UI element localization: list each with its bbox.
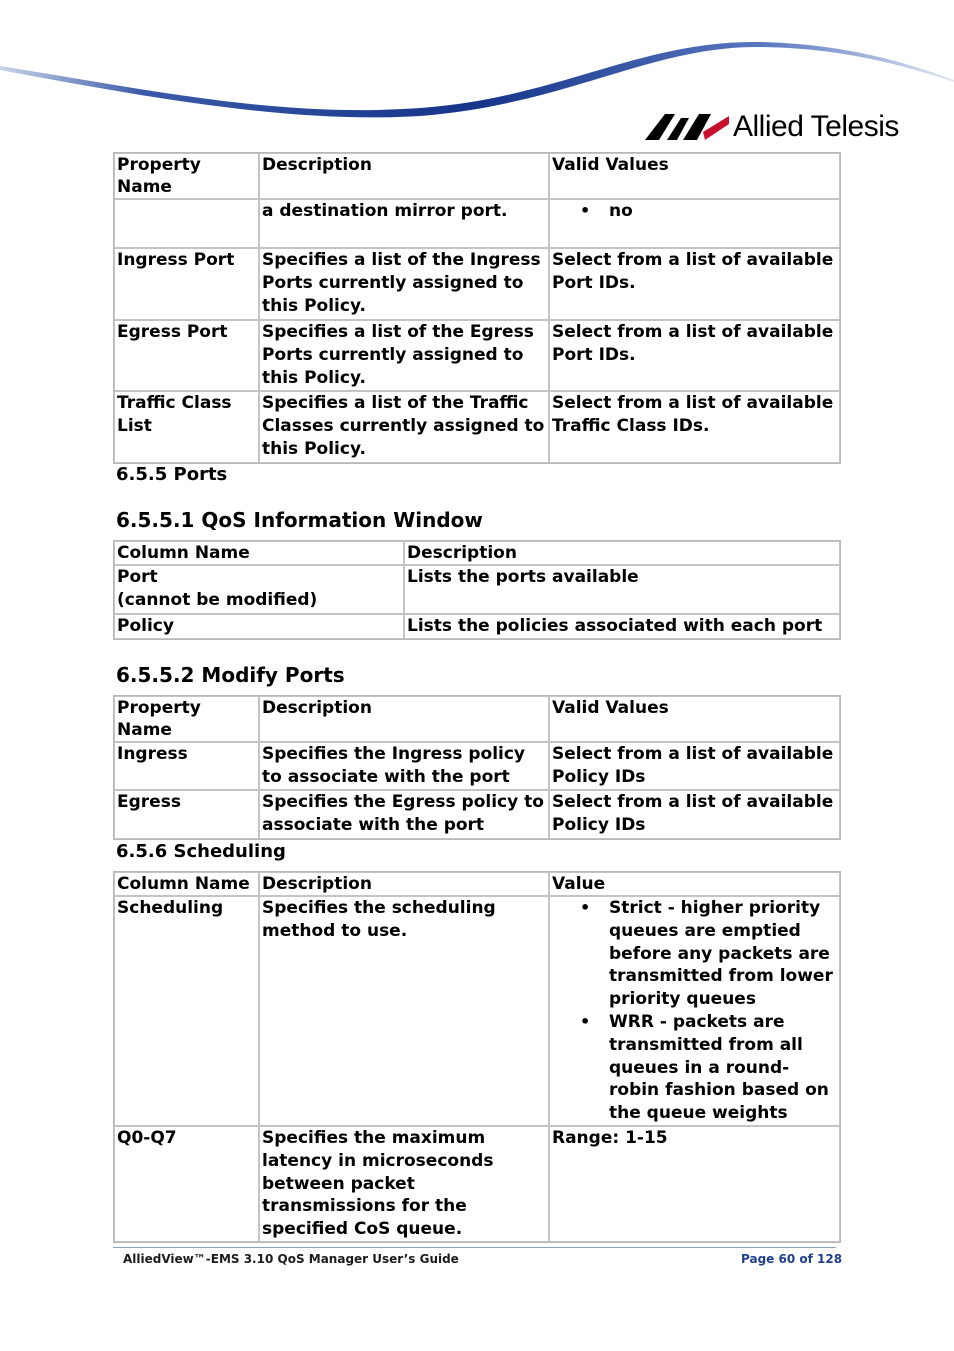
property-name: Traffic Class List: [114, 391, 259, 463]
section-heading-ports: 6.5.5 Ports: [116, 464, 228, 485]
property-description: a destination mirror port.: [259, 199, 549, 248]
table-row: [114, 742, 840, 790]
property-description: Specifies a list of the Traffic Classes currently assigned to this Policy.: [259, 391, 549, 463]
column-header: Property Name: [114, 696, 259, 742]
property-description: Specifies the Egress policy to associate with the port: [259, 790, 549, 839]
column-description: Lists the ports available: [404, 565, 840, 614]
footer-divider: [113, 1247, 836, 1248]
bullet-item: • WRR - packets are transmitted from all queues in a round-robin fashion based on the queue weights: [609, 1011, 837, 1125]
column-description: Specifies the scheduling method to use.: [259, 896, 549, 1126]
bullet-item: • Strict - higher priority queues are emptied before any packets are transmitted from lower priority queues: [609, 897, 837, 1011]
table-row: [114, 320, 840, 391]
bullet-item: • no: [609, 200, 837, 223]
valid-values: Select from a list of available Policy IDs: [549, 742, 840, 790]
section-heading-modify-ports: 6.5.5.2 Modify Ports: [116, 663, 345, 687]
column-name: [114, 565, 404, 614]
column-name-note: (cannot be modified): [117, 589, 318, 610]
property-description: Specifies a list of the Ingress Ports currently assigned to this Policy.: [259, 248, 549, 320]
table-row: [114, 790, 840, 839]
property-name: Egress Port: [114, 320, 259, 391]
page-number: Page 60 of 128: [741, 1252, 843, 1266]
column-name-text: Port: [117, 567, 158, 587]
property-description: Specifies the Ingress policy to associate with the port: [259, 742, 549, 790]
column-header: Valid Values: [549, 696, 840, 742]
table-row: [114, 199, 840, 248]
column-header: Property Name: [114, 153, 259, 199]
column-header: Column Name: [114, 872, 259, 896]
column-header: Value: [549, 872, 840, 896]
table-row: [114, 1126, 840, 1242]
footer-title: AlliedView™-EMS 3.10 QoS Manager User’s Guide: [123, 1252, 459, 1266]
column-name: Q0-Q7: [114, 1126, 259, 1242]
table-header-row: [114, 872, 840, 896]
valid-values: Select from a list of available Policy IDs: [549, 790, 840, 839]
logo-mark-icon: [645, 114, 729, 140]
valid-values: Select from a list of available Port IDs.: [549, 320, 840, 391]
column-value: [549, 896, 840, 1126]
section-heading-qos-info: 6.5.5.1 QoS Information Window: [116, 508, 483, 532]
column-header: Description: [259, 872, 549, 896]
column-header: Description: [259, 696, 549, 742]
property-name: Ingress: [114, 742, 259, 790]
table-row: [114, 565, 840, 614]
qos-info-table: [113, 540, 841, 640]
column-header: Valid Values: [549, 153, 840, 199]
column-header: Column Name: [114, 541, 404, 565]
property-name: [114, 199, 259, 248]
column-header: Description: [404, 541, 840, 565]
column-name: Policy: [114, 614, 404, 639]
section-heading-scheduling: 6.5.6 Scheduling: [116, 841, 286, 862]
valid-values: [549, 199, 840, 248]
valid-values: Select from a list of available Traffic Class IDs.: [549, 391, 840, 463]
valid-values: Select from a list of available Port IDs.: [549, 248, 840, 320]
table-header-row: [114, 541, 840, 565]
table-row: [114, 391, 840, 463]
property-table-continued: [113, 152, 841, 464]
property-name: Egress: [114, 790, 259, 839]
column-name: Scheduling: [114, 896, 259, 1126]
table-row: [114, 614, 840, 639]
column-description: Lists the policies associated with each port: [404, 614, 840, 639]
column-value: Range: 1-15: [549, 1126, 840, 1242]
column-header: Description: [259, 153, 549, 199]
table-row: [114, 896, 840, 1126]
table-header-row: [114, 153, 840, 199]
column-description: Specifies the maximum latency in microseconds between packet transmissions for the specified CoS queue.: [259, 1126, 549, 1242]
scheduling-table: [113, 871, 841, 1243]
header-swoosh: [0, 0, 954, 125]
modify-ports-table: [113, 695, 841, 840]
table-row: [114, 248, 840, 320]
allied-telesis-logo: [645, 108, 905, 148]
logo-text: Allied Telesis: [733, 110, 899, 143]
property-name: Ingress Port: [114, 248, 259, 320]
table-header-row: [114, 696, 840, 742]
property-description: Specifies a list of the Egress Ports currently assigned to this Policy.: [259, 320, 549, 391]
